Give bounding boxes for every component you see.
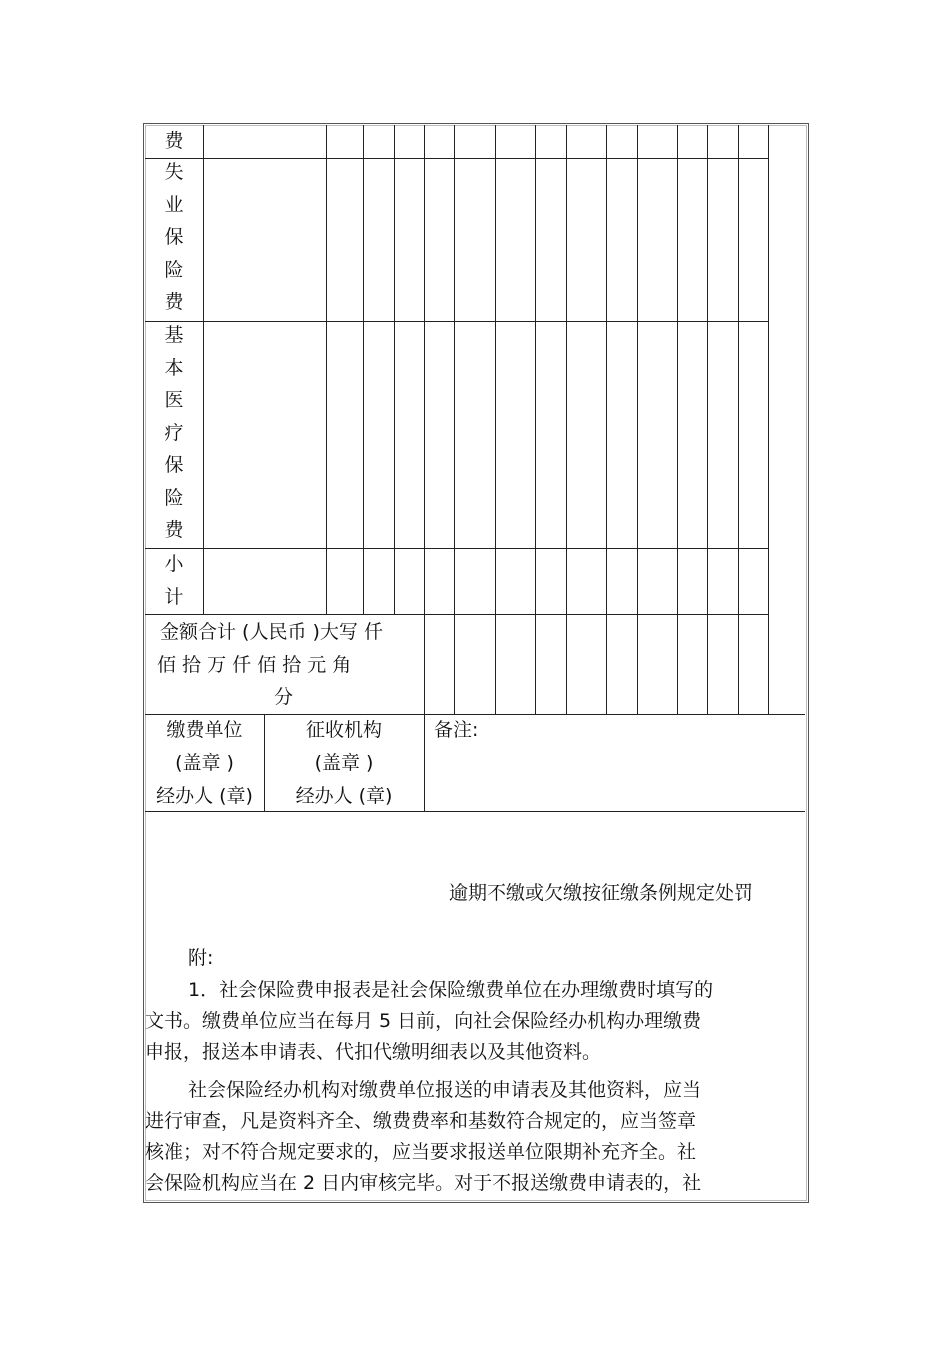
payer-stamp-label: (盖章 ) bbox=[175, 752, 234, 774]
paragraph-line: 会保险机构应当在 2 日内审核完毕。对于不报送缴费申请表的，社 bbox=[145, 1172, 702, 1194]
col-line bbox=[203, 125, 204, 614]
col-line bbox=[454, 125, 455, 714]
row-line bbox=[145, 158, 768, 159]
appendix-paragraph-2 bbox=[145, 1075, 785, 1199]
row-label-unemployment-insurance bbox=[145, 156, 203, 319]
row-label-char: 保 bbox=[164, 454, 184, 476]
appendix-paragraph-1 bbox=[145, 975, 785, 1068]
col-line bbox=[768, 125, 769, 714]
col-line bbox=[677, 125, 678, 714]
row-label-char: 基 bbox=[164, 324, 184, 346]
payer-unit-stamp bbox=[145, 714, 264, 813]
row-label-char: 失 bbox=[164, 161, 184, 183]
row-label-char: 保 bbox=[164, 226, 184, 248]
collector-stamp-label: (盖章 ) bbox=[314, 752, 374, 774]
penalty-note: 逾期不缴或欠缴按征缴条例规定处罚 bbox=[449, 882, 754, 904]
row-label-fee bbox=[145, 125, 203, 158]
row-label-char: 小 bbox=[164, 553, 184, 575]
collector-handler-label: 经办人 (章) bbox=[295, 785, 393, 807]
row-line bbox=[145, 321, 768, 322]
row-label-char: 本 bbox=[164, 356, 184, 379]
remarks-label: 备注: bbox=[434, 719, 479, 741]
paragraph-line: 1．社会保险费申报表是社会保险缴费单位在办理缴费时填写的 bbox=[188, 979, 714, 1001]
row-label-char: 费 bbox=[164, 291, 184, 313]
collector-agency-stamp bbox=[264, 714, 424, 813]
paragraph-line: 社会保险经办机构对缴费单位报送的申请表及其他资料，应当 bbox=[188, 1079, 702, 1101]
row-label-char: 险 bbox=[164, 258, 184, 281]
row-label-basic-medical-insurance bbox=[145, 319, 203, 547]
row-label-char: 费 bbox=[164, 130, 184, 152]
row-line bbox=[145, 548, 768, 549]
col-line bbox=[566, 125, 567, 714]
col-line bbox=[363, 125, 364, 614]
row-line bbox=[145, 614, 768, 615]
row-label-char: 费 bbox=[164, 519, 184, 541]
col-line bbox=[606, 125, 607, 714]
row-label-char: 医 bbox=[164, 389, 184, 411]
collector-agency-label: 征收机构 bbox=[305, 719, 382, 741]
col-line bbox=[535, 125, 536, 714]
row-label-char: 疗 bbox=[164, 421, 184, 444]
col-line bbox=[394, 125, 395, 614]
paragraph-line: 核准；对不符合规定要求的，应当要求报送单位限期补充齐全。社 bbox=[145, 1141, 697, 1163]
col-line bbox=[424, 125, 425, 811]
col-line bbox=[326, 125, 327, 614]
row-label-char: 险 bbox=[164, 486, 184, 509]
paragraph-line: 申报，报送本申请表、代扣代缴明细表以及其他资料。 bbox=[145, 1041, 602, 1063]
paragraph-line: 文书。缴费单位应当在每月 5 日前，向社会保险经办机构办理缴费 bbox=[145, 1010, 702, 1032]
total-label-line3: 分 bbox=[274, 686, 294, 708]
total-label-line2: 佰 拾 万 仟 佰 拾 元 角 bbox=[157, 654, 352, 676]
row-label-char: 计 bbox=[164, 585, 184, 608]
row-label-subtotal bbox=[145, 548, 203, 613]
col-line bbox=[707, 125, 708, 714]
total-label-line1: 金额合计 (人民币 )大写 仟 bbox=[160, 621, 383, 643]
col-line bbox=[495, 125, 496, 714]
payer-handler-label: 经办人 (章) bbox=[156, 785, 253, 807]
payer-unit-label: 缴费单位 bbox=[166, 719, 243, 741]
col-line bbox=[637, 125, 638, 714]
paragraph-line: 进行审查，凡是资料齐全、缴费费率和基数符合规定的，应当签章 bbox=[145, 1110, 697, 1132]
col-line bbox=[738, 125, 739, 714]
appendix-heading: 附: bbox=[188, 947, 214, 969]
row-label-char: 业 bbox=[164, 193, 184, 216]
